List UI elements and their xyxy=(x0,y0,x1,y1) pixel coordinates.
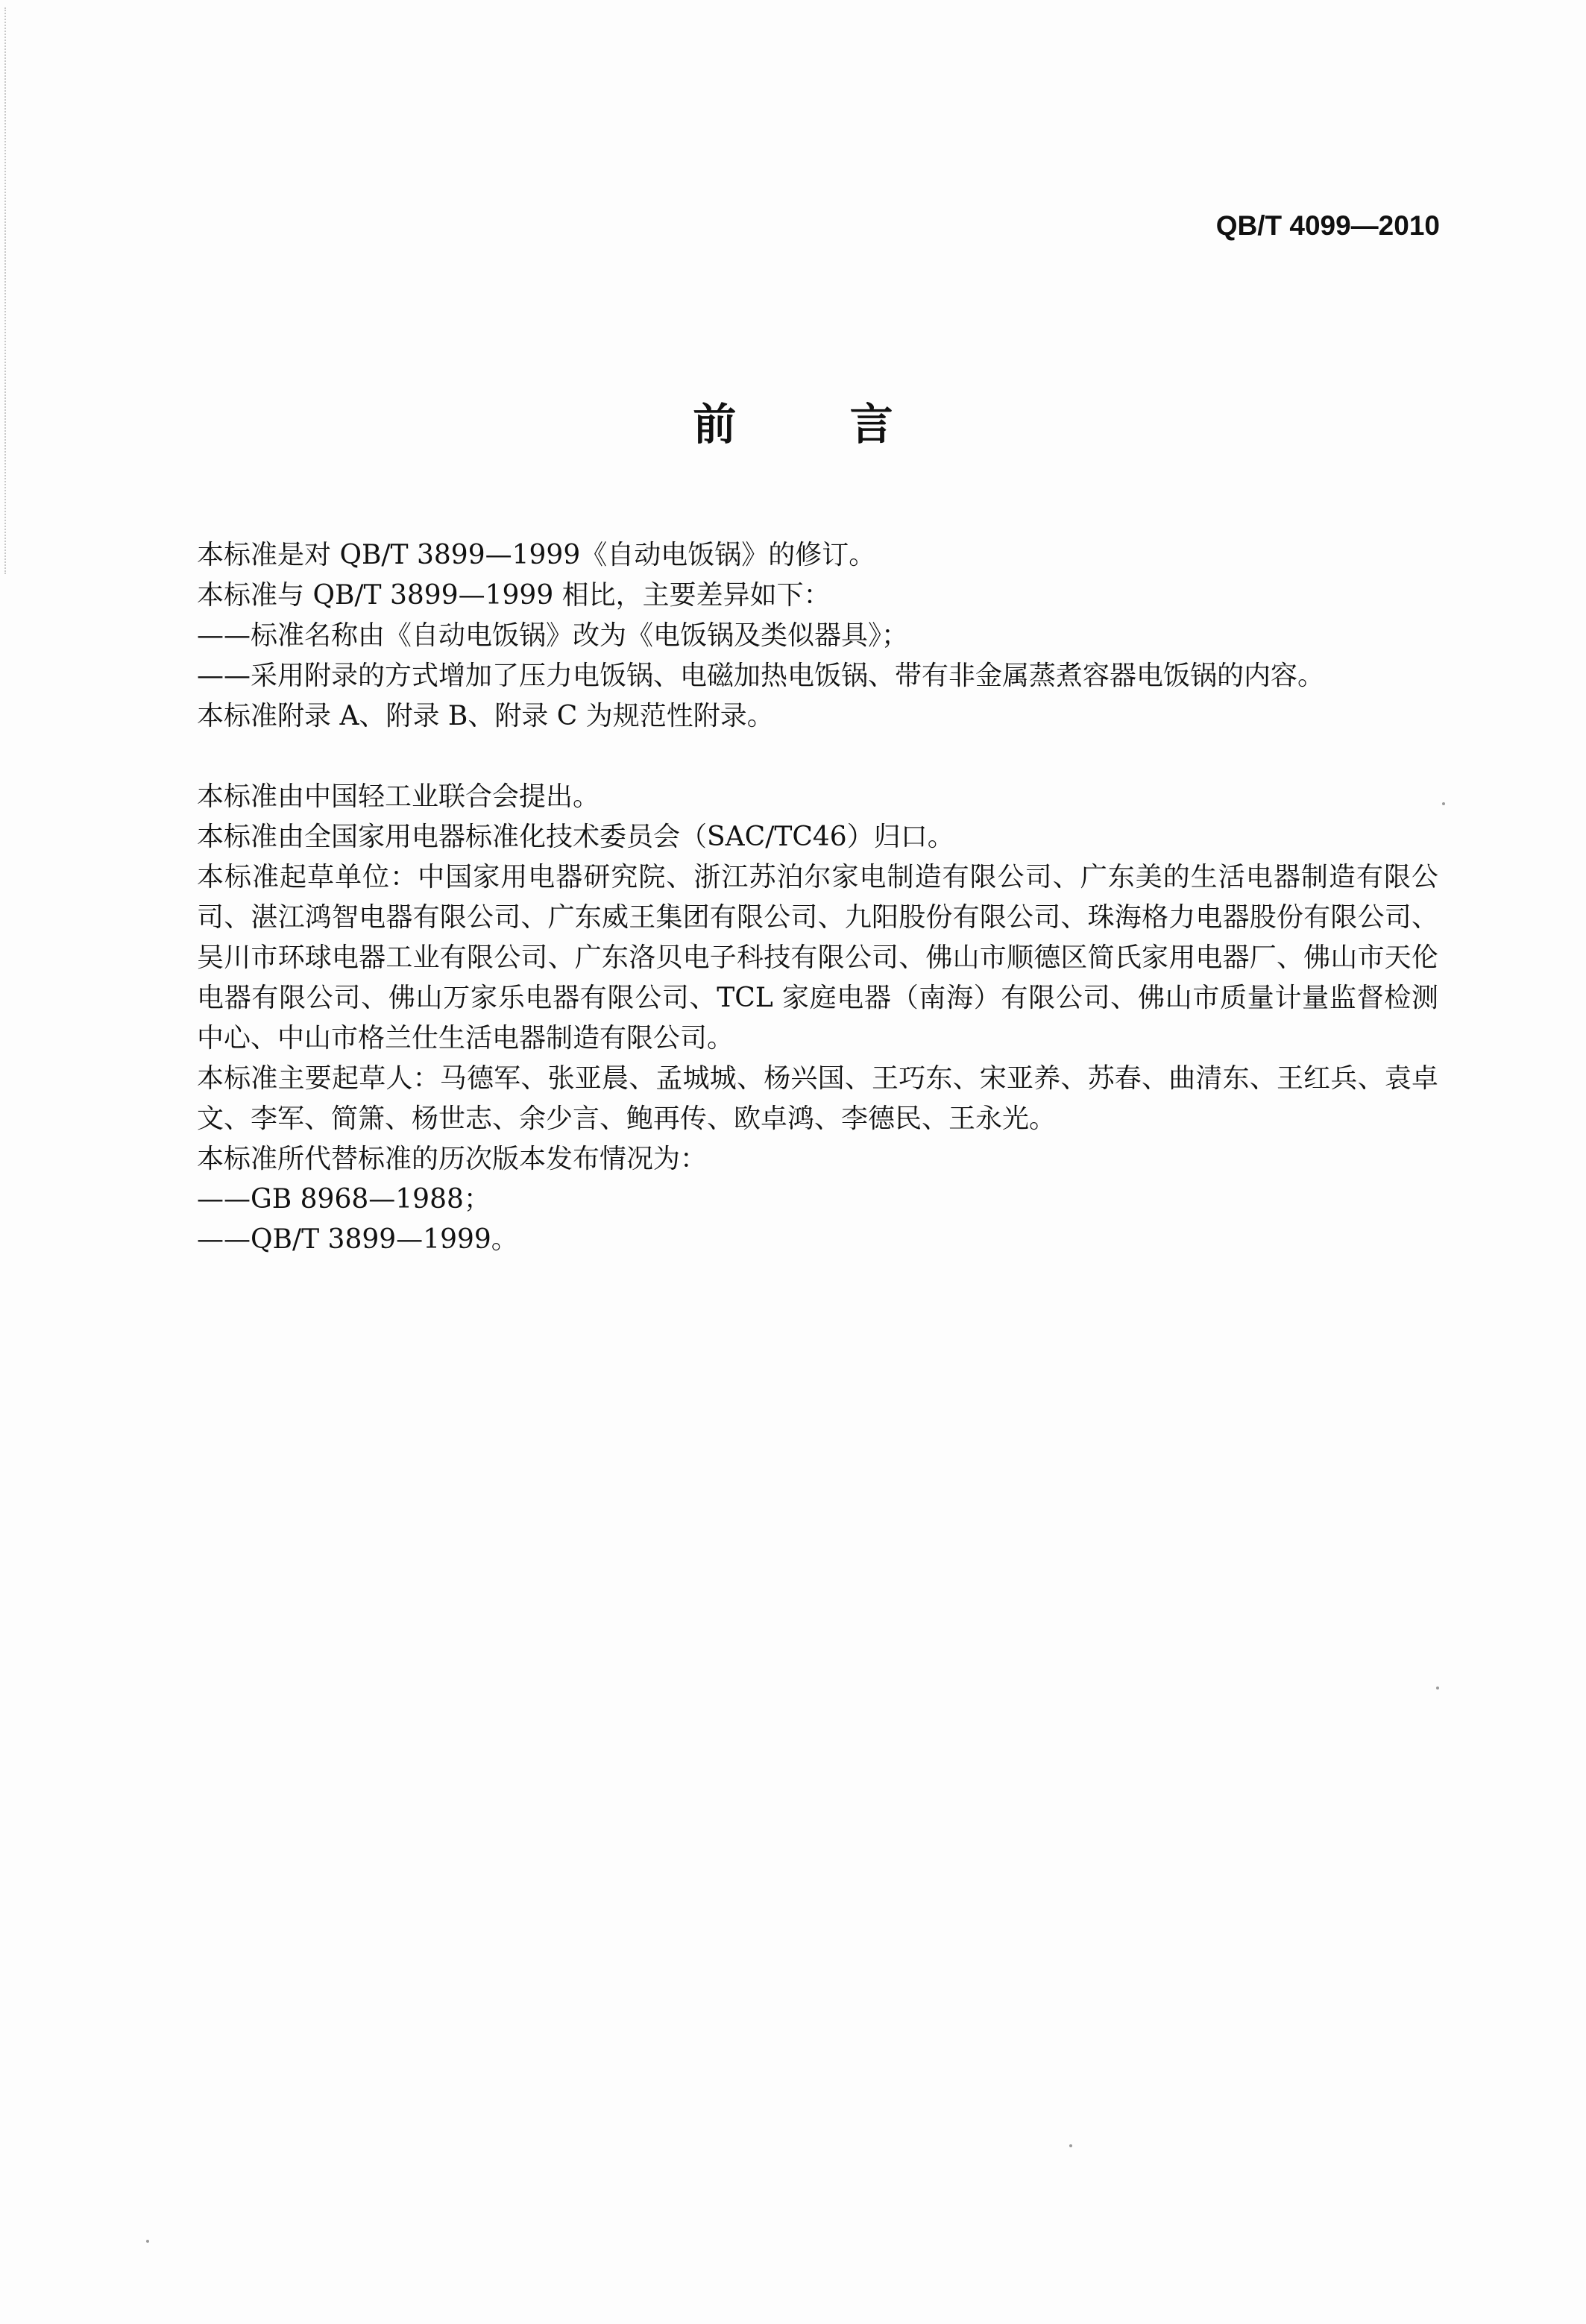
paragraph-main-differences: 本标准与 QB/T 3899—1999 相比，主要差异如下： xyxy=(197,580,831,611)
paragraph-proposed-by: 本标准由中国轻工业联合会提出。 xyxy=(197,781,600,812)
paragraph-revision-of: 本标准是对 QB/T 3899—1999《自动电饭锅》的修订。 xyxy=(197,540,876,570)
drafting-section xyxy=(197,777,1438,1260)
scan-edge-marks xyxy=(4,7,9,574)
list-item-gb-8968: ——GB 8968—1988； xyxy=(197,1184,491,1215)
scan-speck xyxy=(1442,802,1445,805)
standard-number: QB/T 4099—2010 xyxy=(1215,210,1440,241)
scan-speck xyxy=(1069,2144,1072,2147)
scan-speck xyxy=(146,2240,149,2243)
paragraph-centralized-by: 本标准由全国家用电器标准化技术委员会（SAC/TC46）归口。 xyxy=(197,822,954,852)
paragraph-normative-appendices: 本标准附录 A、附录 B、附录 C 为规范性附录。 xyxy=(197,701,774,731)
preface-body xyxy=(197,535,1438,1260)
page-title: 前 言 xyxy=(693,399,943,450)
paragraph-drafting-units: 本标准起草单位：中国家用电器研究院、浙江苏泊尔家电制造有限公司、广东美的生活电器制造有限公司、湛江鸿智电器有限公司、广东威王集团有限公司、九阳股份有限公司、珠海格力电器股份有限公司、吴川市环球电器工业有限公司、广东洛贝电子科技有限公司、佛山市顺德区简氏家用电器厂、佛山市天伦电器有限公司、佛山万家乐电器有限公司、TCL 家庭电器（南海）有限公司、佛山市质量计量监督检测中心、中山市格兰仕生活电器制造有限公司。 xyxy=(197,862,1438,1054)
list-item-name-change: ——标准名称由《自动电饭锅》改为《电饭锅及类似器具》； xyxy=(197,620,909,651)
paragraph-main-drafters: 本标准主要起草人：马德军、张亚晨、孟城城、杨兴国、王巧东、宋亚养、苏春、曲清东、王红兵、袁卓文、李军、简箫、杨世志、余少言、鲍再传、欧卓鸿、李德民、王永光。 xyxy=(197,1063,1438,1134)
revision-section xyxy=(197,535,1438,737)
scan-speck xyxy=(1436,1687,1439,1690)
paragraph-previous-editions: 本标准所代替标准的历次版本发布情况为： xyxy=(197,1144,708,1174)
list-item-qbt-3899: ——QB/T 3899—1999。 xyxy=(197,1224,518,1255)
list-item-appendix-added: ——采用附录的方式增加了压力电饭锅、电磁加热电饭锅、带有非金属蒸煮容器电饭锅的内容。 xyxy=(197,661,1325,691)
